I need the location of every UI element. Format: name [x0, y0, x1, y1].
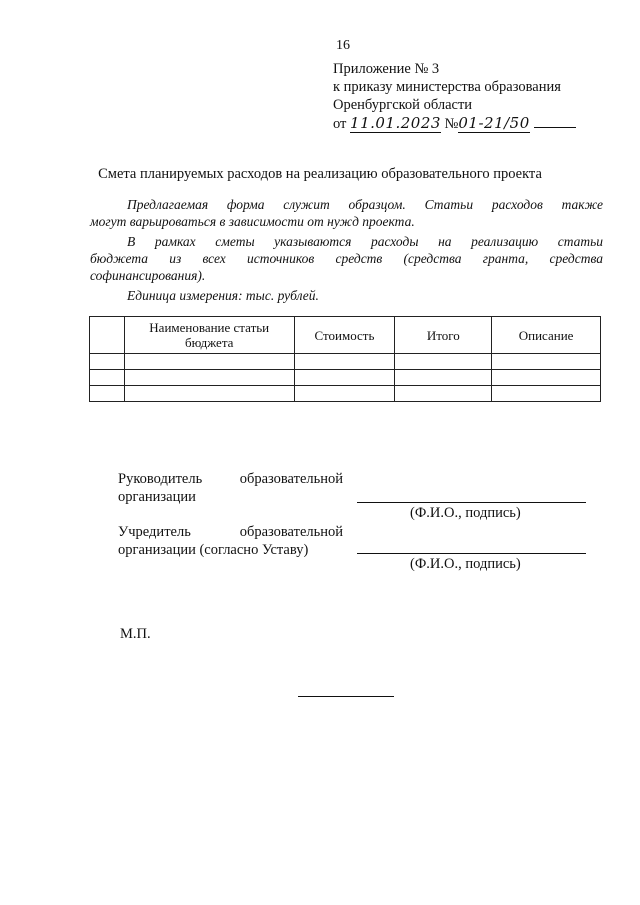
table-cell[interactable]: [124, 370, 294, 386]
appendix-region: Оренбургской области: [333, 97, 473, 113]
header-cell-item: Наименование статьи бюджета: [124, 317, 294, 354]
note-unit: [90, 287, 603, 304]
founder-signature-caption: (Ф.И.О., подпись): [410, 556, 521, 572]
table-row: [90, 354, 601, 370]
table-cell[interactable]: [90, 370, 125, 386]
handwritten-number: 01-21/50: [458, 114, 530, 132]
founder-label-line: организации (согласно Уставу): [118, 542, 309, 558]
founder-label-word: Учредитель: [118, 524, 191, 540]
note-line: В рамках сметы указываются расходы на реализацию статьи: [127, 234, 603, 249]
header-cell-cost: Стоимость: [294, 317, 395, 354]
founder-label-word: образовательной: [239, 524, 343, 540]
head-signature-caption: (Ф.И.О., подпись): [410, 505, 521, 521]
note-budget-scope: [90, 233, 603, 284]
document-title: Смета планируемых расходов на реализацию образовательного проекта: [98, 166, 542, 182]
note-sample-form: [90, 196, 603, 230]
header-cell-number: [90, 317, 125, 354]
head-signature-line[interactable]: [357, 502, 586, 503]
table-header-row: [90, 317, 601, 354]
note-line: могут варьироваться в зависимости от нужд проекта.: [90, 214, 415, 229]
table-cell[interactable]: [395, 386, 492, 402]
table-cell[interactable]: [294, 386, 395, 402]
head-label-word: образовательной: [239, 471, 343, 487]
table-cell[interactable]: [294, 354, 395, 370]
table-cell[interactable]: [492, 354, 601, 370]
table-cell[interactable]: [124, 386, 294, 402]
table-row: [90, 370, 601, 386]
head-label-line: организации: [118, 489, 196, 505]
appendix-date-number: [333, 114, 576, 133]
note-line: бюджета из всех источников средств (средства гранта, средства: [90, 251, 603, 266]
founder-signature-label: [118, 523, 343, 559]
budget-table: [89, 316, 601, 402]
from-label: от: [333, 116, 347, 132]
table-row: [90, 386, 601, 402]
table-cell[interactable]: [492, 386, 601, 402]
appendix-order-ref: к приказу министерства образования: [333, 79, 561, 95]
table-cell[interactable]: [395, 354, 492, 370]
note-line: софинансирования).: [90, 268, 206, 283]
founder-signature-line[interactable]: [357, 553, 586, 554]
appendix-header: [333, 60, 576, 133]
note-line: Предлагаемая форма служит образцом. Статьи расходов также: [127, 197, 603, 212]
head-signature-label: [118, 470, 343, 506]
table-cell[interactable]: [90, 386, 125, 402]
table-cell[interactable]: [90, 354, 125, 370]
end-divider: [298, 696, 394, 697]
table-cell[interactable]: [124, 354, 294, 370]
head-label-word: Руководитель: [118, 471, 203, 487]
appendix-title: Приложение № 3: [333, 61, 440, 77]
stamp-place-label: М.П.: [120, 626, 151, 642]
table-cell[interactable]: [294, 370, 395, 386]
number-label: №: [444, 116, 459, 132]
note-line: Единица измерения: тыс. рублей.: [127, 288, 319, 303]
underline: [534, 126, 576, 128]
handwritten-date: 11.01.2023: [350, 114, 441, 132]
header-cell-description: Описание: [492, 317, 601, 354]
table-cell[interactable]: [395, 370, 492, 386]
page-number: 16: [336, 38, 350, 53]
table-cell[interactable]: [492, 370, 601, 386]
header-cell-total: Итого: [395, 317, 492, 354]
